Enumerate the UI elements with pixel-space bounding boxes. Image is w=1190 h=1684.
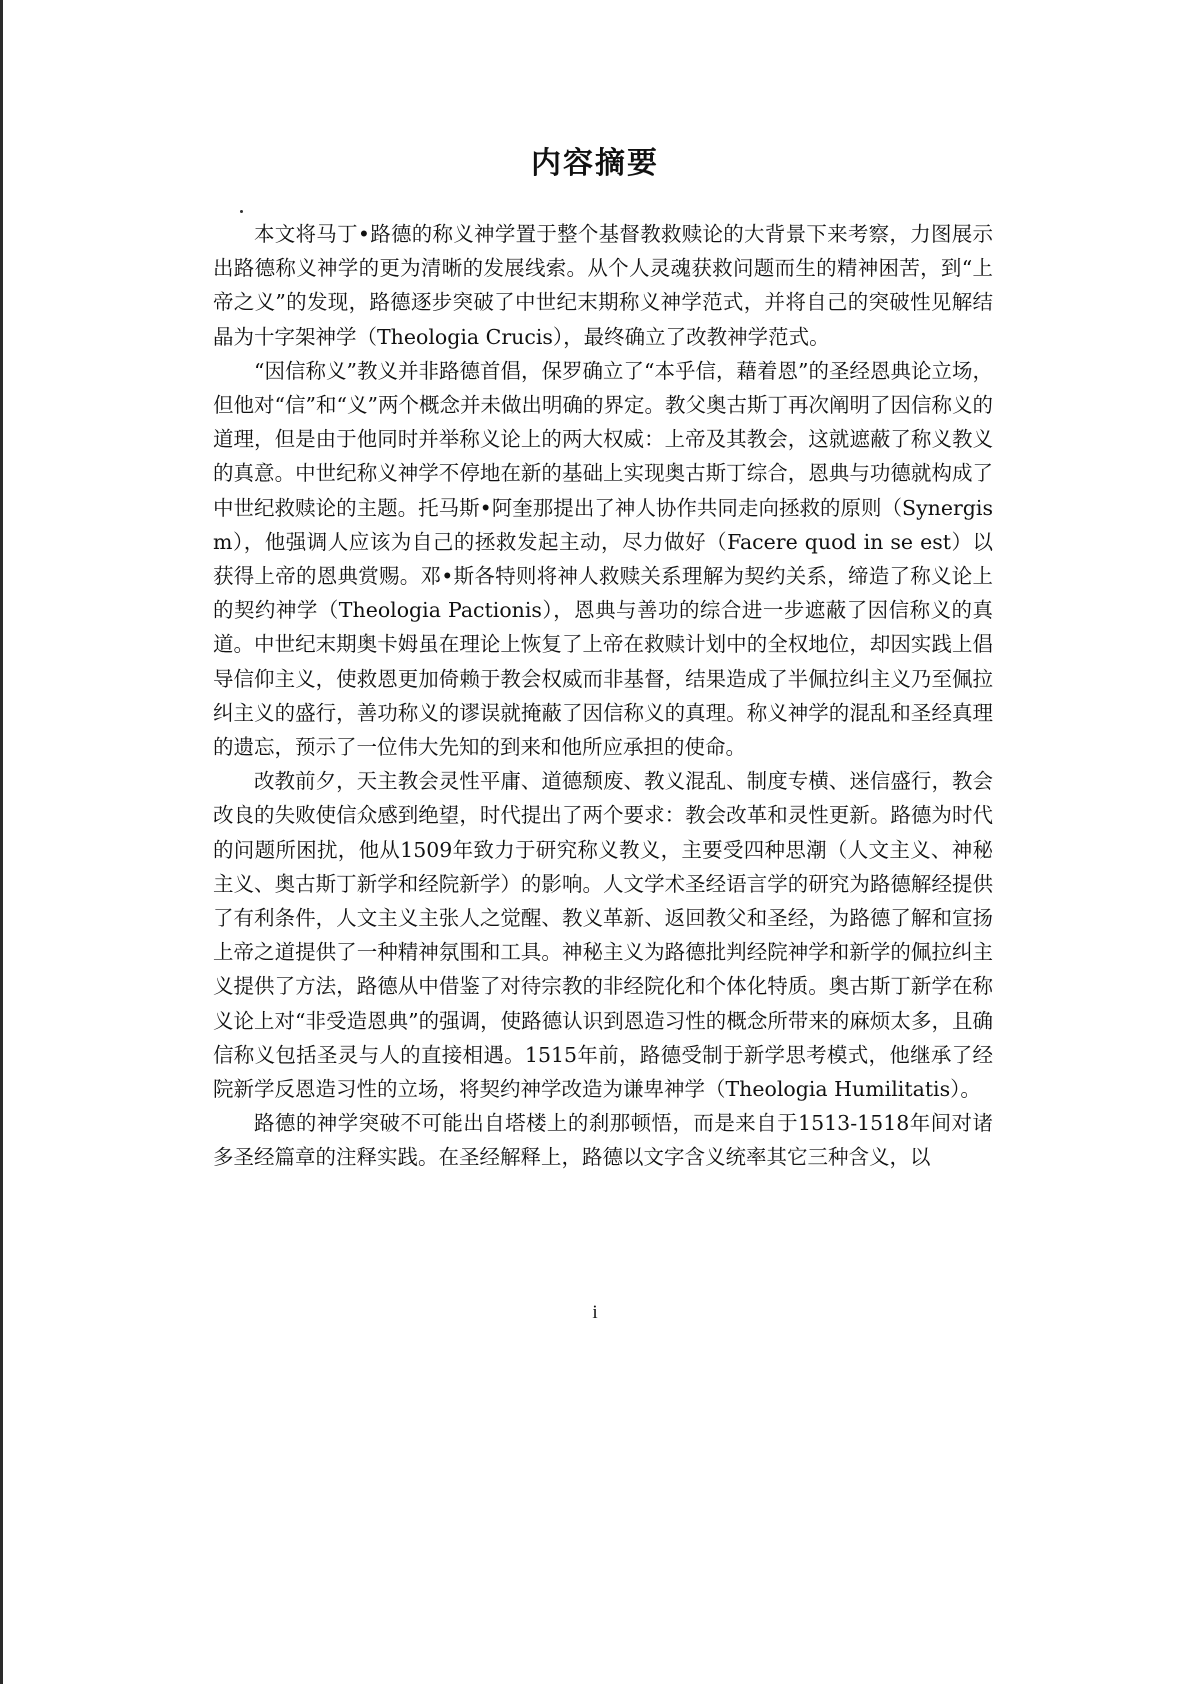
page-title: 内容摘要 xyxy=(531,146,659,181)
scan-speck xyxy=(240,210,243,213)
paragraph-4: 路德的神学突破不可能出自塔楼上的刹那顿悟，而是来自于1513-1518年间对诸多圣经篇章的注释实践。在圣经解释上，路德以文字含义统率其它三种含义，以 xyxy=(213,1111,993,1170)
scan-edge-shadow xyxy=(0,0,3,1684)
page-number: i xyxy=(592,1302,598,1323)
paragraph-2: “因信称义”教义并非路德首倡，保罗确立了“本乎信，藉着恩”的圣经恩典论立场，但他对“信”和“义”两个概念并未做出明确的界定。教父奥古斯丁再次阐明了因信称义的道理，但是由于他同时并举称义论上的两大权威：上帝及其教会，这就遮蔽了称义教义的真意。中世纪称义神学不停地在新的基础上实现奥古斯丁综合，恩典与功德就构成了中世纪救赎论的主题。托马斯•阿奎那提出了神人协作共同走向拯救的原则（Synergism），他强调人应该为自己的拯救发起主动，尽力做好（Facere quod in se est）以获得上帝的恩典赏赐。邓•斯各特则将神人救赎关系理解为契约关系，缔造了称义论上的契约神学（Theologia Pactionis），恩典与善功的综合进一步遮蔽了因信称义的真道。中世纪末期奥卡姆虽在理论上恢复了上帝在救赎计划中的全权地位，却因实践上倡导信仰主义，使救恩更加倚赖于教会权威而非基督，结果造成了半佩拉纠主义乃至佩拉纠主义的盛行，善功称义的谬误就掩蔽了因信称义的真理。称义神学的混乱和圣经真理的遗忘，预示了一位伟大先知的到来和他所应承担的使命。 xyxy=(213,358,993,760)
paragraph-1: 本文将马丁•路德的称义神学置于整个基督教救赎论的大背景下来考察，力图展示出路德称义神学的更为清晰的发展线索。从个人灵魂获救问题而生的精神困苦，到“上帝之义”的发现，路德逐步突破了中世纪末期称义神学范式，并将自己的突破性见解结晶为十字架神学（Theologia Crucis），最终确立了改教神学范式。 xyxy=(213,222,993,349)
paragraph-3: 改教前夕，天主教会灵性平庸、道德颓废、教义混乱、制度专横、迷信盛行，教会改良的失败使信众感到绝望，时代提出了两个要求：教会改革和灵性更新。路德为时代的问题所困扰，他从1509年致力于研究称义教义，主要受四种思潮（人文主义、神秘主义、奥古斯丁新学和经院新学）的影响。人文学术圣经语言学的研究为路德解经提供了有利条件，人文主义主张人之觉醒、教义革新、返回教父和圣经，为路德了解和宣扬上帝之道提供了一种精神氛围和工具。神秘主义为路德批判经院神学和新学的佩拉纠主义提供了方法，路德从中借鉴了对待宗教的非经院化和个体化特质。奥古斯丁新学在称义论上对“非受造恩典”的强调，使路德认识到恩造习性的概念所带来的麻烦太多，且确信称义包括圣灵与人的直接相遇。1515年前，路德受制于新学思考模式，他继承了经院新学反恩造习性的立场，将契约神学改造为谦卑神学（Theologia Humilitatis）。 xyxy=(213,769,993,1102)
abstract-body xyxy=(213,217,993,1175)
